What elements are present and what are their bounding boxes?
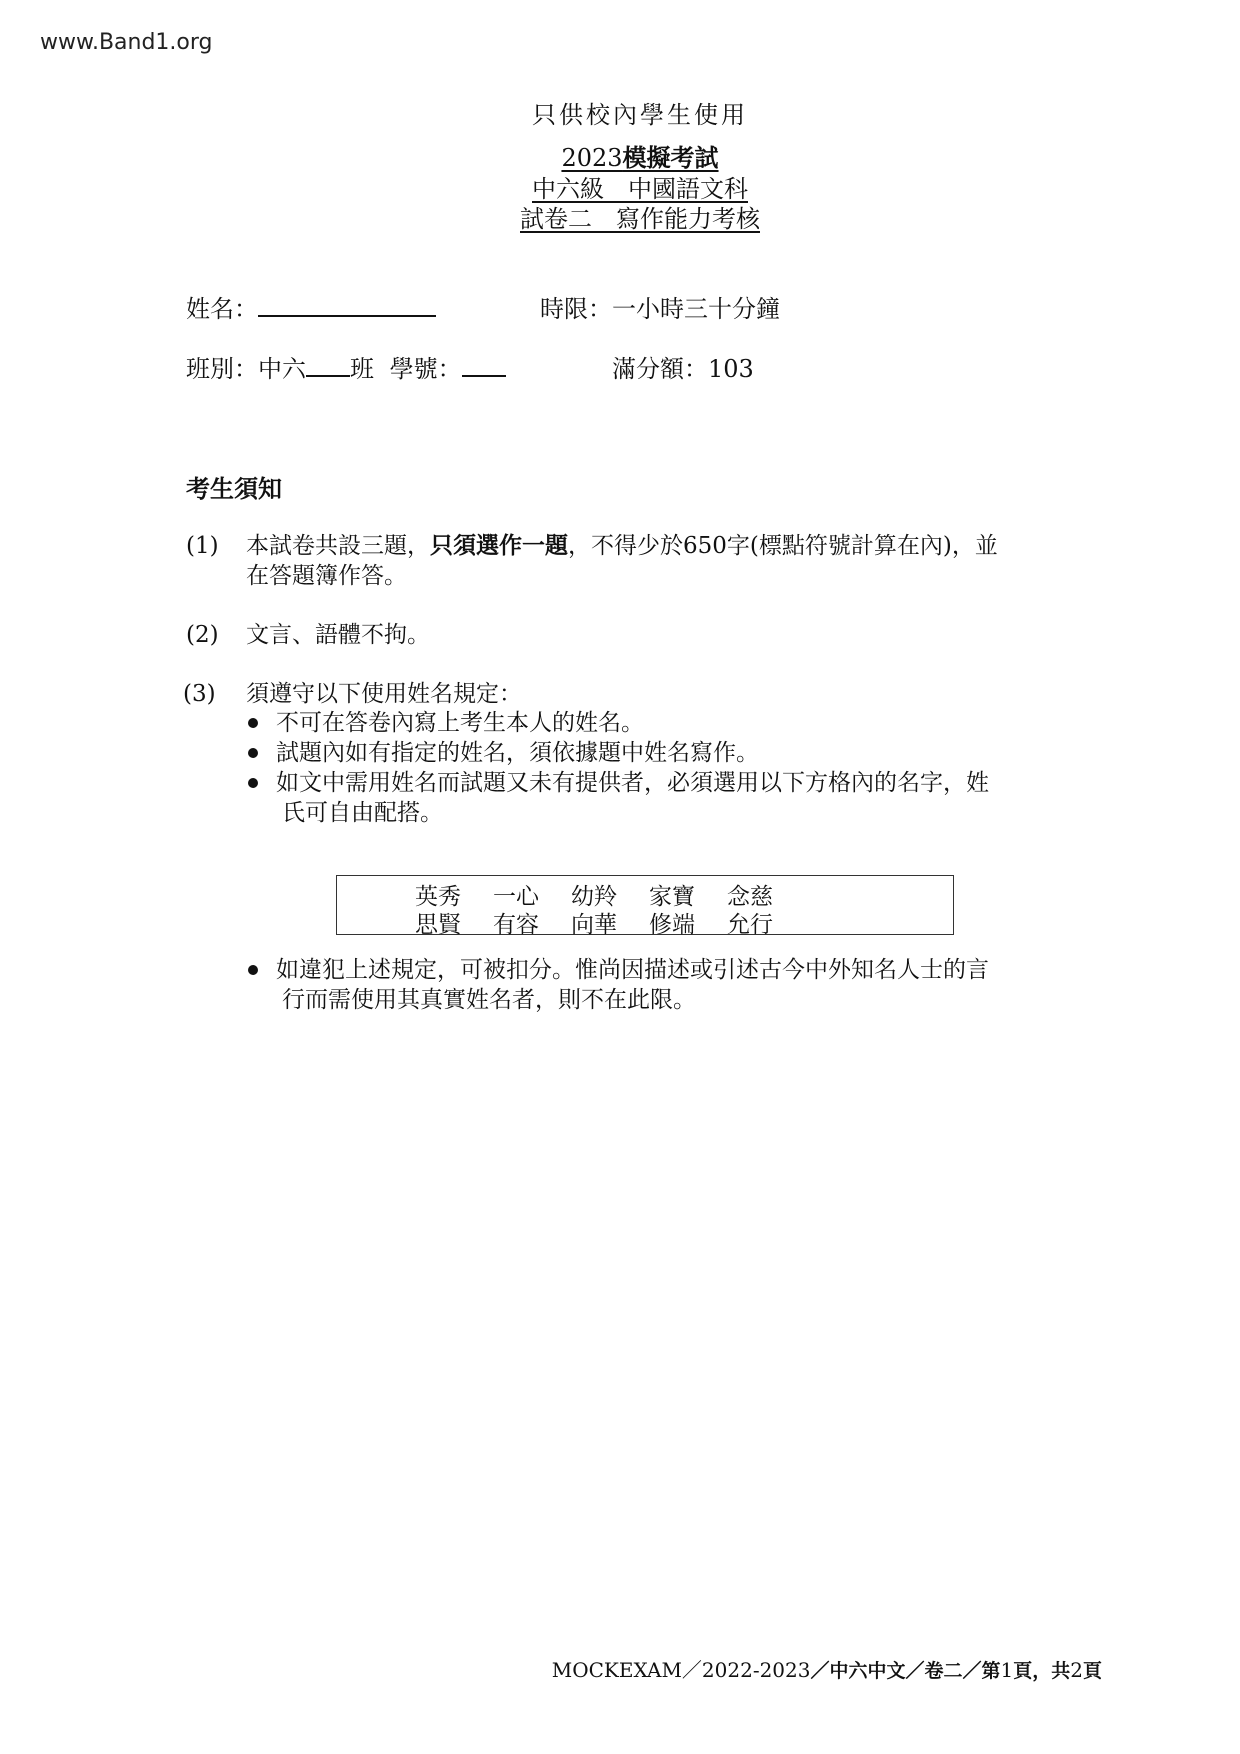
allowed-name: 幼羚	[571, 884, 617, 910]
class-label: 班別：中六	[186, 355, 306, 383]
number-label: 學號：	[389, 355, 462, 383]
subject-title: 中六級 中國語文科	[532, 175, 748, 203]
name-field	[186, 289, 436, 324]
item3-number: (3)	[183, 681, 216, 707]
footer-page-number: 1	[1000, 1658, 1014, 1682]
rule-bullet-3-continued: 氏可自由配搭。	[282, 800, 443, 826]
name-blank	[258, 293, 436, 317]
time-limit: 時限：一小時三十分鐘	[540, 295, 780, 323]
website-url[interactable]: www.Band1.org	[40, 30, 213, 55]
bullet-icon	[248, 748, 258, 758]
names-row-2	[415, 906, 805, 939]
full-marks: 滿分額：103	[612, 355, 754, 383]
footer-code: MOCKEXAM／2022-2023	[551, 1658, 811, 1682]
paper-title: 試卷二 寫作能力考核	[520, 205, 760, 233]
item1-text-continued: 在答題簿作答。	[246, 563, 407, 589]
allowed-name: 向華	[571, 912, 617, 938]
number-blank	[462, 353, 506, 377]
allowed-name: 家寶	[649, 884, 695, 910]
item1-emphasis: 只須選作一題	[430, 532, 568, 559]
allowed-name: 念慈	[727, 884, 773, 910]
footer-mid: 頁，共	[1013, 1660, 1071, 1682]
allowed-name: 修端	[649, 912, 695, 938]
item2-text: 文言、語體不拘。	[246, 622, 430, 648]
exam-year: 2023	[561, 144, 623, 172]
rule-bullet-1: 不可在答卷內寫上考生本人的姓名。	[276, 710, 644, 736]
penalty-bullet-continued: 行而需使用其真實姓名者，則不在此限。	[282, 987, 696, 1013]
rule-bullet-3: 如文中需用姓名而試題又未有提供者，必須選用以下方格內的名字，姓	[276, 770, 989, 796]
item3-text: 須遵守以下使用姓名規定：	[246, 681, 522, 707]
penalty-bullet: 如違犯上述規定，可被扣分。惟尚因描述或引述古今中外知名人士的言	[276, 957, 989, 983]
allowed-name: 有容	[493, 912, 539, 938]
allowed-name: 英秀	[415, 884, 461, 910]
item1-text	[246, 531, 998, 561]
exam-name: 模擬考試	[622, 143, 719, 172]
allowed-name: 一心	[493, 884, 539, 910]
footer-total-pages: 2	[1070, 1658, 1083, 1682]
exam-title	[0, 138, 1240, 173]
instructions-title: 考生須知	[186, 474, 282, 503]
allowed-name: 允行	[727, 912, 773, 938]
allowed-name: 思賢	[415, 912, 461, 938]
name-label: 姓名：	[186, 295, 258, 323]
class-suffix: 班	[350, 355, 374, 383]
bullet-icon	[248, 718, 258, 728]
allowed-names-box	[336, 875, 954, 938]
footer-end: 頁	[1082, 1660, 1102, 1682]
item2-number: (2)	[186, 622, 219, 648]
rule-bullet-2: 試題內如有指定的姓名，須依據題中姓名寫作。	[276, 740, 759, 766]
bullet-icon	[248, 778, 258, 788]
class-field	[186, 349, 506, 384]
item1-text-b: ，不得少於650字(標點符號計算在內)，並	[568, 533, 998, 559]
bullet-icon	[248, 965, 258, 975]
item1-number: (1)	[186, 533, 219, 559]
footer-subject: ／中六中文／卷二／第	[810, 1660, 1001, 1682]
page-footer	[552, 1654, 1102, 1683]
class-blank	[306, 353, 350, 377]
restriction-notice: 只供校內學生使用	[532, 101, 748, 129]
item1-text-a: 本試卷共設三題，	[246, 533, 430, 559]
